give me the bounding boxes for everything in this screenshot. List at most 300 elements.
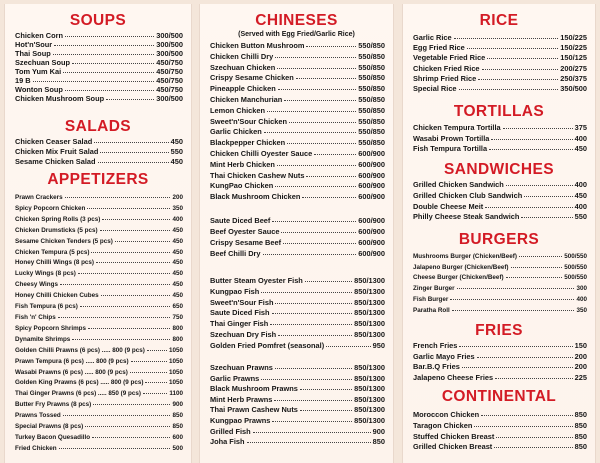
menu-item-price: 600/900 <box>358 148 385 158</box>
menu-item-name: Chicken Chilli Dry <box>210 51 274 61</box>
dot-leader <box>485 207 572 208</box>
menu-item-name: Zinger Burger <box>413 285 455 293</box>
menu-item-price: 850/1300 <box>354 384 385 394</box>
menu-item-name: Prawns Tossed <box>15 412 61 420</box>
menu-item-price: 1050 <box>168 346 183 354</box>
menu-item <box>15 40 183 49</box>
dot-leader <box>281 232 356 233</box>
menu-item <box>15 302 183 313</box>
dot-leader <box>92 437 170 438</box>
menu-item-name: Wonton Soup <box>15 85 63 94</box>
continental-heading: CONTINENTAL <box>441 388 557 405</box>
dot-leader <box>277 68 356 69</box>
menu-item <box>210 319 385 330</box>
menu-item-price: 550 <box>574 212 587 222</box>
menu-item-price: 850 <box>172 423 183 431</box>
menu-item <box>413 284 587 295</box>
menu-item-name: Mint Herb Chicken <box>210 159 275 169</box>
menu-item <box>413 352 587 363</box>
menu-item <box>15 269 183 280</box>
menu-item-price: 450 <box>172 292 183 300</box>
menu-item-name: Prawn Crackers <box>15 194 63 201</box>
menu-item <box>210 117 385 128</box>
dot-leader <box>78 273 171 274</box>
dot-leader <box>54 45 154 46</box>
dot-leader <box>253 432 371 433</box>
menu-item <box>413 252 587 263</box>
menu-item <box>210 276 385 287</box>
menu-item-price: 450 <box>172 248 183 256</box>
menu-item <box>210 249 385 260</box>
menu-item-price: 400 <box>574 201 587 211</box>
dot-leader <box>58 317 171 318</box>
menu-item-name: Blackpepper Chicken <box>210 138 286 148</box>
menu-item-name: Egg Fried Rice <box>413 43 465 53</box>
dot-leader <box>306 46 356 47</box>
menu-item-price: 850 <box>574 420 587 430</box>
dot-leader <box>450 299 574 300</box>
menu-item-price: 600/900 <box>358 170 385 180</box>
menu-item-price: 850/1300 <box>354 363 385 372</box>
menu-item-price: 600/900 <box>358 192 385 202</box>
menu-item-price: 450/750 <box>156 76 183 85</box>
dot-leader <box>96 262 170 263</box>
dot-leader <box>130 372 167 373</box>
menu-item-price: 850 <box>372 437 385 447</box>
menu-item-price: 150 <box>574 341 587 350</box>
dot-leader <box>305 281 352 282</box>
dot-leader <box>496 437 572 438</box>
menu-item-name: Thai Soup <box>15 49 51 58</box>
menu-item-price: 900 <box>172 401 183 409</box>
dot-leader <box>93 404 170 405</box>
menu-item-price: 450 <box>170 157 183 166</box>
dot-leader <box>275 57 356 58</box>
dot-leader <box>278 335 352 336</box>
dot-leader <box>287 143 356 144</box>
menu-item <box>15 433 183 444</box>
menu-item-name: Vegetable Fried Rice <box>413 53 486 63</box>
dot-leader <box>503 128 573 129</box>
dot-leader <box>261 379 352 380</box>
appetizers-list <box>15 193 183 455</box>
menu-item-name: Grilled Chicken Sandwich <box>413 180 504 189</box>
menu-item <box>15 76 183 85</box>
burgers-heading: BURGERS <box>458 231 540 248</box>
menu-item-name: Chicken Drumsticks (5 pcs) <box>15 226 98 234</box>
menu-item-price: 550/850 <box>358 116 385 126</box>
dot-leader <box>60 284 171 285</box>
dot-leader <box>63 415 171 416</box>
menu-item-name: Philly Cheese Steak Sandwich <box>413 212 520 222</box>
menu-item <box>15 335 183 346</box>
continental-list <box>413 410 587 453</box>
dot-leader <box>59 448 171 449</box>
dot-leader <box>85 426 170 427</box>
dot-leader <box>270 324 352 325</box>
menu-item-price: 550/850 <box>358 62 385 72</box>
menu-item <box>15 389 183 400</box>
menu-item-name: Bar.B.Q Fries <box>413 362 460 371</box>
rice-list <box>413 33 587 94</box>
dot-leader <box>65 36 154 37</box>
dot-leader <box>275 303 352 304</box>
menu-item-price: 850/1300 <box>354 373 385 383</box>
menu-item <box>413 202 587 213</box>
menu-item <box>15 85 183 94</box>
menu-item-price: 500/550 <box>564 274 587 282</box>
menu-item-price: 300 <box>576 285 587 293</box>
prawn-dishes-list <box>210 363 385 448</box>
menu-item-price: 850/1300 <box>354 319 385 329</box>
menu-item <box>413 212 587 223</box>
menu-column-2 <box>199 4 394 463</box>
tortillas-heading: TORTILLAS <box>453 103 545 120</box>
dot-leader <box>65 197 171 198</box>
dot-leader <box>326 346 370 347</box>
menu-item <box>413 74 587 84</box>
dot-leader <box>524 196 572 197</box>
dot-leader <box>459 89 559 90</box>
menu-item-name: Grilled Chicken Club Sandwich <box>413 190 523 200</box>
menu-item <box>210 63 385 74</box>
dot-leader <box>459 346 572 347</box>
fries-list <box>413 341 587 383</box>
menu-item <box>15 226 183 237</box>
menu-item <box>413 362 587 373</box>
dot-leader <box>482 69 559 70</box>
menu-item <box>210 138 385 149</box>
menu-item <box>210 341 385 352</box>
menu-item <box>413 144 587 155</box>
menu-item <box>210 106 385 117</box>
menu-item-price: 850/1300 <box>354 405 385 415</box>
dot-leader <box>296 78 356 79</box>
menu-item <box>15 444 183 455</box>
dot-leader <box>272 221 356 222</box>
menu-item-name: Szechuan Prawns <box>210 363 273 372</box>
dot-leader <box>115 241 171 242</box>
menu-item-price: 400 <box>172 215 183 223</box>
dot-leader <box>275 368 352 369</box>
menu-item-price: 450 <box>574 144 587 153</box>
menu-item-name: Mint Herb Prawns <box>210 394 273 404</box>
menu-item-price: 1100 <box>169 390 183 398</box>
menu-item-price: 375 <box>574 123 587 132</box>
menu-item <box>210 216 385 227</box>
menu-item-price: 850/1300 <box>354 329 385 339</box>
menu-item <box>210 41 385 52</box>
menu-item-price: 300/500 <box>156 49 183 58</box>
menu-item-price: 850/1300 <box>354 394 385 404</box>
menu-item-price: 350 <box>576 306 587 314</box>
chicken-dishes-list <box>210 41 385 203</box>
menu-item-name: Sesame Chicken Tenders (5 pcs) <box>15 237 113 245</box>
menu-item <box>15 147 183 157</box>
menu-item <box>210 437 385 448</box>
menu-item <box>413 432 587 443</box>
menu-item-name: Chicken Button Mushroom <box>210 41 305 50</box>
menu-item <box>15 31 183 40</box>
dot-leader <box>300 410 352 411</box>
menu-item-price: 200 <box>574 351 587 361</box>
menu-item-price: 600/900 <box>358 159 385 169</box>
dot-leader <box>452 310 575 311</box>
menu-item <box>413 263 587 274</box>
menu-item-price: 200/275 <box>560 63 587 73</box>
menu-item <box>210 160 385 171</box>
tortillas-list <box>413 123 587 155</box>
menu-item <box>413 64 587 74</box>
dot-leader <box>102 219 170 220</box>
menu-item-price: 1050 <box>168 379 183 387</box>
menu-item <box>15 94 183 103</box>
menu-item-name: Thai Ginger Fish <box>210 319 269 329</box>
menu-item-name: Prawn Tempura (6 pcs) ..... 800 (9 pcs) <box>15 357 129 365</box>
dot-leader <box>306 176 356 177</box>
menu-item-name: Jalapeno Burger (Chicken/Beef) <box>413 263 509 271</box>
menu-item-price: 350/500 <box>560 84 587 94</box>
menu-item <box>210 84 385 95</box>
menu-item-price: 650 <box>172 303 183 311</box>
menu-item-price: 800 <box>172 324 183 332</box>
menu-item-price: 450 <box>172 270 183 278</box>
dot-leader <box>289 122 356 123</box>
menu-item-name: Beef Oyester Sauce <box>210 226 280 236</box>
menu-item-name: Lucky Wings (8 pcs) <box>15 270 76 278</box>
dot-leader <box>506 277 563 278</box>
menu-item <box>413 191 587 202</box>
menu-item <box>210 363 385 374</box>
dot-leader <box>283 243 356 244</box>
menu-item <box>15 400 183 411</box>
menu-item <box>210 149 385 160</box>
menu-item <box>15 204 183 215</box>
dot-leader <box>300 389 352 390</box>
menu-item-name: Sweet'n'Sour Chicken <box>210 116 288 126</box>
dot-leader <box>267 111 356 112</box>
dot-leader <box>264 132 357 133</box>
menu-item-name: Turkey Bacon Quesadillo <box>15 433 91 441</box>
menu-item-name: Cheesy Wings <box>15 281 58 289</box>
menu-item-name: Garlic Chicken <box>210 127 262 137</box>
menu-item-name: Sesame Chicken Salad <box>15 157 96 166</box>
menu-item-price: 750 <box>172 313 183 321</box>
menu-item-name: Fish Burger <box>413 295 449 303</box>
menu-item-name: Mushrooms Burger (Chicken/Beef) <box>413 253 517 260</box>
dot-leader <box>91 252 170 253</box>
menu-item-price: 850/1300 <box>354 415 385 425</box>
menu-item <box>15 258 183 269</box>
menu-item-price: 350 <box>172 204 183 212</box>
menu-item-price: 550/850 <box>358 84 385 94</box>
dot-leader <box>277 165 356 166</box>
menu-item-price: 150/125 <box>560 53 587 63</box>
menu-item-name: Szechuan Soup <box>15 58 71 67</box>
menu-item-name: French Fries <box>413 341 458 350</box>
menu-item-name: Tom Yum Kai <box>15 67 62 76</box>
menu-item <box>413 180 587 191</box>
menu-item-price: 900 <box>372 426 385 436</box>
menu-item-name: Butter Steam Oyester Fish <box>210 276 303 285</box>
menu-item-name: Chicken Ceaser Salad <box>15 137 93 146</box>
menu-item-name: Fried Chicken <box>15 444 57 452</box>
menu-item-price: 450 <box>172 259 183 267</box>
menu-item-price: 550/850 <box>358 41 385 50</box>
menu-item <box>15 346 183 357</box>
menu-item-name: Thai Prawn Cashew Nuts <box>210 405 298 415</box>
menu-item-price: 225 <box>574 372 587 382</box>
menu-item-name: Chicken Corn <box>15 31 64 40</box>
menu-item-name: Golden Fried Pomfret (seasonal) <box>210 340 325 350</box>
menu-item-name: Lemon Chicken <box>210 105 266 115</box>
menu-item <box>210 171 385 182</box>
menu-item <box>15 411 183 422</box>
menu-item-price: 850 <box>574 442 587 452</box>
menu-item <box>413 306 587 317</box>
menu-item <box>210 384 385 395</box>
dot-leader <box>302 197 356 198</box>
soups-list <box>15 31 183 103</box>
menu-item-price: 550/850 <box>358 138 385 148</box>
menu-item-name: Stuffed Chicken Breast <box>413 431 495 441</box>
menu-item-price: 600/900 <box>358 181 385 191</box>
menu-item <box>210 395 385 406</box>
dot-leader <box>80 306 171 307</box>
menu-item-name: Special Prawns (8 pcs) <box>15 423 84 431</box>
menu-item <box>210 330 385 341</box>
menu-item-name: Butter Fry Prawns (8 pcs) <box>15 401 92 409</box>
menu-item <box>210 405 385 416</box>
menu-item <box>15 49 183 58</box>
menu-item <box>15 368 183 379</box>
dot-leader <box>489 149 573 150</box>
menu-item <box>413 295 587 306</box>
dot-leader <box>506 185 573 186</box>
menu-item-name: Chicken Manchurian <box>210 94 283 104</box>
menu-item-name: Fish Tempura Tortilla <box>413 144 488 153</box>
menu-item <box>413 84 587 94</box>
dot-leader <box>467 48 559 49</box>
menu-item-price: 550/850 <box>358 105 385 115</box>
menu-item-price: 250/375 <box>560 73 587 83</box>
menu-item <box>15 280 183 291</box>
menu-item-price: 150/225 <box>560 43 587 53</box>
menu-item-name: Chicken Mix Fruit Salad <box>15 147 99 156</box>
dot-leader <box>98 162 169 163</box>
menu-item-name: Szechuan Dry Fish <box>210 329 277 339</box>
menu-item-price: 300/500 <box>156 31 183 40</box>
menu-item <box>413 341 587 352</box>
dot-leader <box>100 152 168 153</box>
menu-item-name: Beef Chilli Dry <box>210 248 261 258</box>
menu-item <box>15 422 183 433</box>
dot-leader <box>63 72 154 73</box>
menu-item-name: Sweet'n'Sour Fish <box>210 297 274 307</box>
menu-item-name: Cheese Burger (Chicken/Beef) <box>413 274 504 282</box>
menu-item-name: Honey Chilli Wings (8 pcs) <box>15 259 95 267</box>
menu-item-name: Garlic Prawns <box>210 373 260 383</box>
menu-item-name: Crispy Sesame Beef <box>210 237 282 247</box>
menu-item <box>210 427 385 438</box>
menu-item <box>15 157 183 167</box>
menu-item-name: Chicken Spring Rolls (3 pcs) <box>15 215 101 223</box>
fish-dishes-list <box>210 276 385 352</box>
menu-column-1 <box>4 4 192 463</box>
menu-item <box>413 134 587 145</box>
menu-item-name: Pineapple Chicken <box>210 84 276 94</box>
salads-list <box>15 137 183 167</box>
menu-item-name: KungPao Chicken <box>210 181 274 191</box>
dot-leader <box>474 426 572 427</box>
dot-leader <box>278 89 357 90</box>
dot-leader <box>521 217 572 218</box>
menu-item-price: 300/500 <box>156 94 183 103</box>
menu-item-price: 850 <box>574 431 587 441</box>
dot-leader <box>33 81 155 82</box>
menu-item <box>210 52 385 63</box>
menu-item-name: Fish 'n' Chips <box>15 313 56 321</box>
dot-leader <box>72 339 170 340</box>
menu-column-3 <box>402 4 596 463</box>
menu-item-name: Chicken Tempura (5 pcs) <box>15 248 90 256</box>
menu-item-name: Jalapeno Cheese Fries <box>413 372 494 382</box>
soups-heading: SOUPS <box>69 12 127 29</box>
dot-leader <box>261 292 352 293</box>
menu-item <box>15 291 183 302</box>
menu-item-price: 850/1300 <box>354 308 385 318</box>
menu-item-price: 600 <box>172 433 183 441</box>
menu-item-name: Garlic Rice <box>413 33 452 42</box>
menu-item-name: Golden Chilli Prawns (6 pcs) ..... 800 (9 pcs) <box>15 346 145 354</box>
menu-item-name: Moroccon Chicken <box>413 410 480 419</box>
menu-item-price: 450/750 <box>156 85 183 94</box>
menu-item-name: Chicken Tempura Tortilla <box>413 123 501 132</box>
menu-item-name: Spicy Popcorn Chicken <box>15 204 86 212</box>
menu-item-price: 600/900 <box>358 216 385 225</box>
menu-item-price: 500/550 <box>564 263 587 271</box>
menu-item-name: Honey Chilli Chicken Cubes <box>15 292 99 300</box>
rice-heading: RICE <box>479 12 519 29</box>
menu-item <box>210 95 385 106</box>
dot-leader <box>454 38 559 39</box>
dot-leader <box>53 54 155 55</box>
menu-item <box>413 53 587 63</box>
dot-leader <box>101 295 171 296</box>
menu-item <box>413 442 587 453</box>
dot-leader <box>462 367 573 368</box>
menu-item <box>210 227 385 238</box>
dot-leader <box>272 421 352 422</box>
menu-item-name: Szechuan Chicken <box>210 62 276 72</box>
dot-leader <box>88 328 170 329</box>
dot-leader <box>131 361 167 362</box>
sandwiches-list <box>413 180 587 223</box>
sandwiches-heading: SANDWICHES <box>444 161 554 178</box>
menu-item <box>210 238 385 249</box>
menu-item-price: 500/550 <box>564 253 587 260</box>
salads-heading: SALADS <box>64 118 132 135</box>
dot-leader <box>147 350 167 351</box>
dot-leader <box>477 357 573 358</box>
menu-item-price: 300/500 <box>156 40 183 49</box>
menu-item-price: 450/750 <box>156 67 183 76</box>
dot-leader <box>263 254 357 255</box>
menu-item <box>15 248 183 259</box>
menu-item-name: Joha Fish <box>210 437 245 447</box>
dot-leader <box>145 382 167 383</box>
dot-leader <box>72 63 154 64</box>
